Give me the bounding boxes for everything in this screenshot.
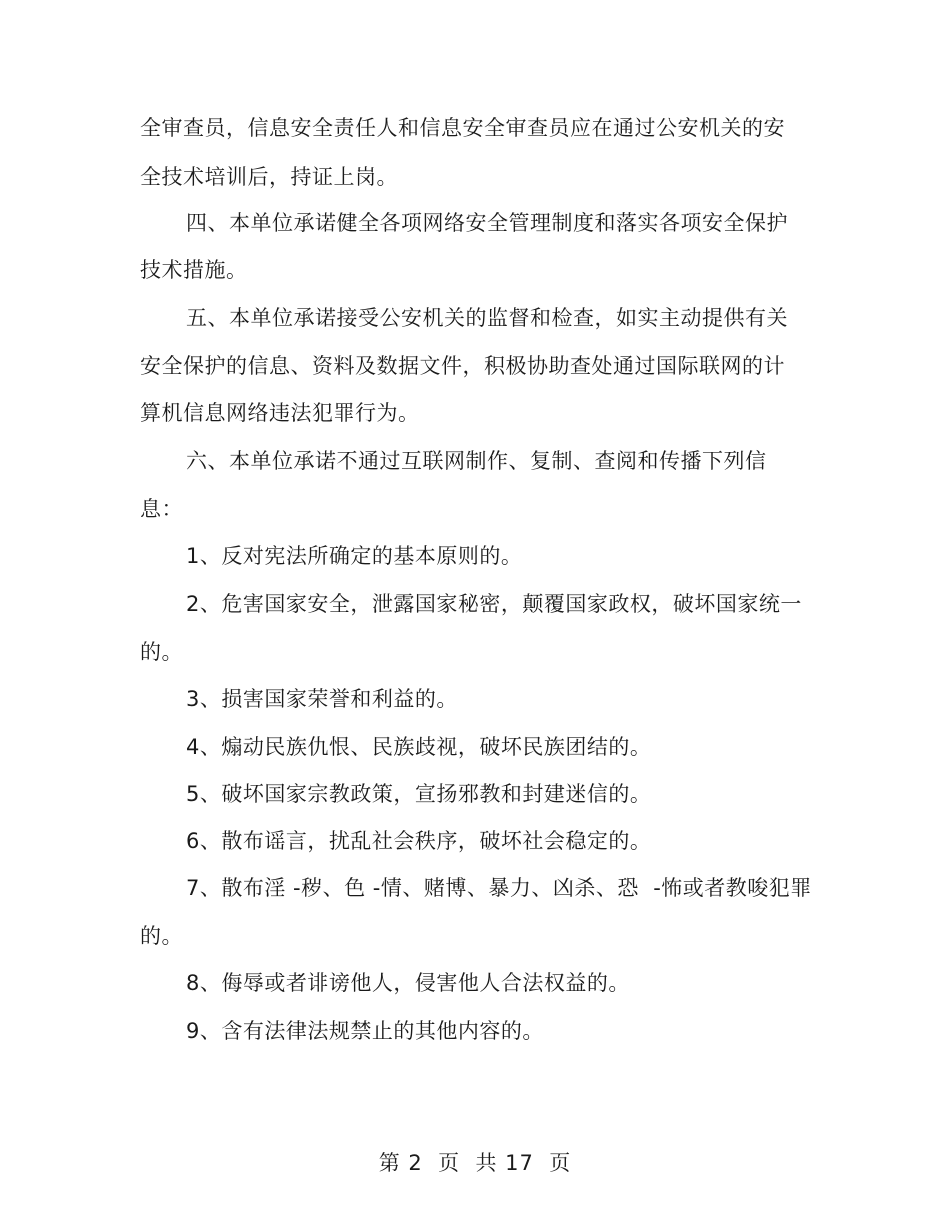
list-item: 3、损害国家荣誉和利益的。 [186, 687, 458, 711]
list-item: 6、散布谣言，扰乱社会秩序，破坏社会稳定的。 [186, 829, 652, 853]
list-item: 9、含有法律法规禁止的其他内容的。 [186, 1019, 544, 1043]
text-line: 算机信息网络违法犯罪行为。 [140, 401, 420, 425]
list-item: 2、危害国家安全，泄露国家秘密，颠覆国家政权，破坏国家统一 [186, 592, 802, 616]
list-item: 4、煽动民族仇恨、民族歧视，破坏民族团结的。 [186, 735, 652, 759]
text-line: 息： [140, 497, 183, 521]
text-line: 安全保护的信息、资料及数据文件，积极协助查处通过国际联网的计 [140, 354, 785, 378]
text-line: 全审查员，信息安全责任人和信息安全审查员应在通过公安机关的安 [140, 116, 785, 140]
list-item: 8、侮辱或者诽谤他人，侵害他人合法权益的。 [186, 971, 630, 995]
text-line: 的。 [140, 924, 183, 948]
text-line: 四、本单位承诺健全各项网络安全管理制度和落实各项安全保护 [186, 211, 788, 235]
list-item: 5、破坏国家宗教政策，宣扬邪教和封建迷信的。 [186, 782, 652, 806]
text-line: 六、本单位承诺不通过互联网制作、复制、查阅和传播下列信 [186, 449, 767, 473]
text-line: 的。 [140, 640, 183, 664]
list-item: 1、反对宪法所确定的基本原则的。 [186, 544, 523, 568]
page-number-footer: 第 2 页 共 17 页 [378, 1151, 572, 1175]
list-item: 7、散布淫 -秽、色 -情、赌博、暴力、凶杀、恐 -怖或者教唆犯罪 [186, 876, 812, 900]
text-line: 全技术培训后，持证上岗。 [140, 165, 398, 189]
text-line: 技术措施。 [140, 258, 248, 282]
text-line: 五、本单位承诺接受公安机关的监督和检查，如实主动提供有关 [186, 306, 788, 330]
